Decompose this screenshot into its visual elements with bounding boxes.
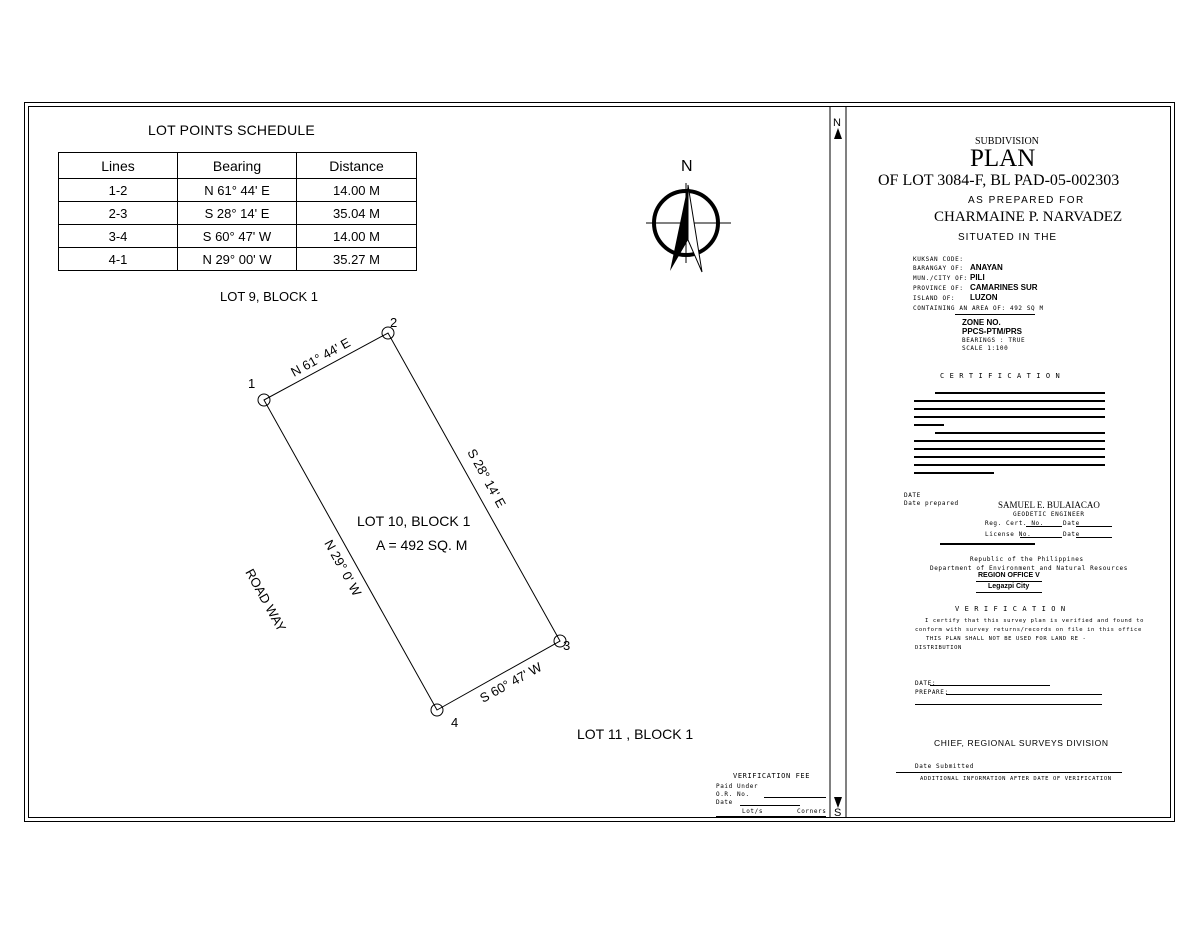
loc-label: BARANGAY OF: <box>913 265 964 272</box>
additional-information: ADDITIONAL INFORMATION AFTER DATE OF VERIFICATION <box>920 776 1112 782</box>
date-submitted: Date Submitted <box>915 763 974 770</box>
area-value: 492 SQ M <box>1010 305 1044 312</box>
fee-or-no: O.R. No. <box>716 791 750 798</box>
lot-reference: OF LOT 3084-F, BL PAD-05-002303 <box>878 172 1120 189</box>
loc-label: CONTAINING AN AREA OF: <box>913 305 1006 312</box>
header-bearing: Bearing <box>178 153 297 179</box>
date-label: DATE <box>904 492 921 499</box>
cell-distance: 14.00 M <box>297 179 417 202</box>
loc-label: MUN./CITY OF: <box>913 275 968 282</box>
cell-line: 4-1 <box>59 248 178 271</box>
fee-date: Date <box>716 799 733 806</box>
plan-heading: PLAN <box>970 145 1036 172</box>
lot-area-label: A = 492 SQ. M <box>376 537 468 553</box>
bearings-true: BEARINGS : TRUE <box>962 337 1026 344</box>
cell-bearing: S 60° 47' W <box>178 225 297 248</box>
cell-bearing: S 28° 14' E <box>178 202 297 225</box>
strip-north-arrow-icon <box>834 128 842 139</box>
loc-label: KUKSAN CODE: <box>913 256 964 263</box>
zone-label: ZONE NO. <box>962 318 1001 327</box>
reg-cert-label: Reg. Cert. No. <box>985 520 1044 527</box>
corner-4-label: 4 <box>451 715 459 730</box>
corner-2-label: 2 <box>390 315 398 330</box>
province-value: CAMARINES SUR <box>970 283 1038 292</box>
cell-line: 3-4 <box>59 225 178 248</box>
header-distance: Distance <box>297 153 417 179</box>
corner-1-label: 1 <box>248 376 256 391</box>
region-office: REGION OFFICE V <box>978 572 1040 579</box>
cell-line: 1-2 <box>59 179 178 202</box>
lot-main-label: LOT 10, BLOCK 1 <box>357 513 471 529</box>
signature-redaction <box>940 543 1035 545</box>
office-city: Legazpi City <box>988 583 1030 590</box>
header-lines: Lines <box>59 153 178 179</box>
verification-fee-title: VERIFICATION FEE <box>733 772 811 780</box>
cell-bearing: N 61° 44' E <box>178 179 297 202</box>
date-field: DATE: <box>915 680 937 687</box>
lot-south-label: LOT 11 , BLOCK 1 <box>577 726 694 742</box>
fee-lots: Lot/s <box>742 808 764 815</box>
chief-regional-surveys: CHIEF, REGIONAL SURVEYS DIVISION <box>934 738 1109 748</box>
barangay-value: ANAYAN <box>970 263 1003 272</box>
cell-distance: 35.27 M <box>297 248 417 271</box>
verification-text-4: DISTRIBUTION <box>915 645 962 651</box>
engineer-title: GEODETIC ENGINEER <box>1013 511 1085 518</box>
cell-distance: 14.00 M <box>297 225 417 248</box>
reg-cert-date: Date <box>1063 520 1080 527</box>
owner-name: CHARMAINE P. NARVADEZ <box>934 209 1123 225</box>
north-label: N <box>681 158 693 175</box>
lot-north-label: LOT 9, BLOCK 1 <box>220 289 319 304</box>
bearing-2-3-label: S 28° 14' E <box>464 446 509 511</box>
engineer-name: SAMUEL E. BULAIACAO <box>998 500 1100 510</box>
verification-text-2: conform with survey returns/records on file in this office <box>915 627 1142 633</box>
situated-in: SITUATED IN THE <box>958 232 1058 243</box>
loc-label: PROVINCE OF: <box>913 285 964 292</box>
zone-code: PPCS-PTM/PRS <box>962 327 1023 336</box>
island-value: LUZON <box>970 293 998 302</box>
bearing-1-2-label: N 61° 44' E <box>288 334 353 380</box>
strip-north-label: N <box>833 117 841 129</box>
department-label: Department of Environment and Natural Resources <box>930 565 1128 572</box>
fee-paid-under: Paid Under <box>716 783 759 790</box>
certification-heading: C E R T I F I C A T I O N <box>940 372 1061 380</box>
verification-heading: V E R I F I C A T I O N <box>955 605 1066 613</box>
municipality-value: PILI <box>970 273 985 282</box>
bearing-4-1-label: N 29° 0' W <box>321 537 365 599</box>
cell-bearing: N 29° 00' W <box>178 248 297 271</box>
republic-label: Republic of the Philippines <box>970 556 1084 563</box>
date-prepared: Date prepared <box>904 500 959 507</box>
bearing-3-4-label: S 60° 47' W <box>477 659 545 706</box>
prepare-field: PREPARE: <box>915 689 949 696</box>
strip-south-label: S <box>834 807 842 819</box>
license-label: License No. <box>985 531 1032 538</box>
as-prepared-for: AS PREPARED FOR <box>968 195 1085 206</box>
verification-text-3: THIS PLAN SHALL NOT BE USED FOR LAND RE - <box>926 636 1087 642</box>
north-arrow-icon <box>646 183 731 272</box>
corner-3-label: 3 <box>563 638 571 653</box>
subdivision-label: SUBDIVISION <box>975 136 1039 147</box>
scale-label: SCALE 1:100 <box>962 345 1009 352</box>
verification-text-1: I certify that this survey plan is verified and found to <box>925 618 1145 624</box>
cell-line: 2-3 <box>59 202 178 225</box>
loc-label: ISLAND OF: <box>913 295 956 302</box>
license-date: Date <box>1063 531 1080 538</box>
road-way-label: ROAD WAY <box>242 566 290 635</box>
fee-corners: Corners <box>797 808 827 815</box>
schedule-title: LOT POINTS SCHEDULE <box>148 122 315 138</box>
cell-distance: 35.04 M <box>297 202 417 225</box>
